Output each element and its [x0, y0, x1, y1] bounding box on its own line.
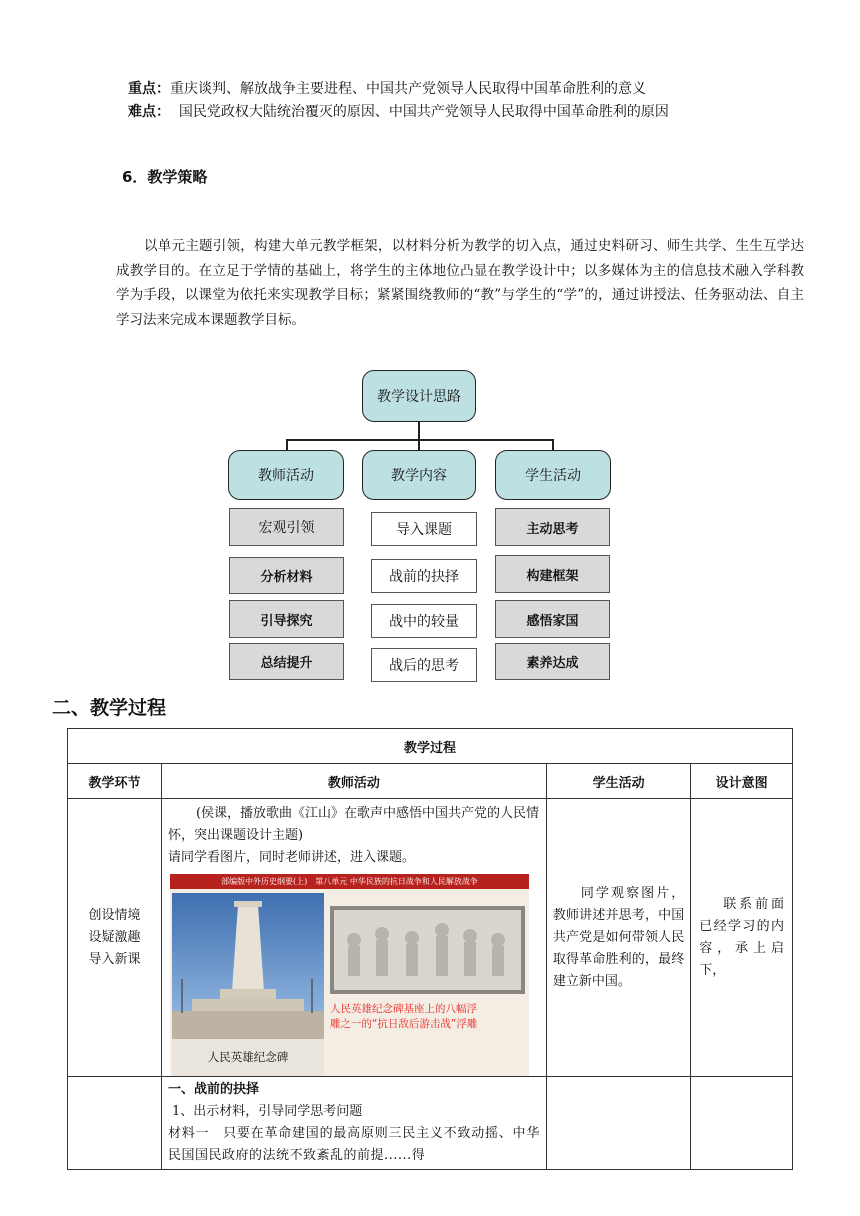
teacher-item: 总结提升 [229, 643, 344, 680]
monument-image [170, 874, 529, 1076]
connector-horizontal [286, 439, 554, 441]
branch-content: 教学内容 [362, 450, 476, 500]
student-activity-cell: 同学观察图片，教师讲述并思考，中国共产党是如何带领人民取得革命胜利的，最终建立新中国。 [552, 885, 685, 989]
teacher-item: 宏观引领 [229, 508, 344, 546]
strategy-paragraph: 以单元主题引领，构建大单元教学框架，以材料分析为教学的切入点，通过史料研习、师生共学、生生互学达成教学目的。在立足于学情的基础上，将学生的主体地位凸显在教学设计中；以多媒体为主的信息技术融入学科教学为手段，以课堂为依托来实现教学目标；紧紧围绕教师的“教”与学生的“学”的，通过讲授法、任务驱动法、自主学习法来完成本课题教学目标。 [116, 238, 804, 328]
branch-student: 学生活动 [495, 450, 611, 500]
relief-photo [330, 906, 525, 994]
design-intent-cell: 联系前面已经学习的内容，承上启下， [699, 896, 784, 978]
diagram-root: 教学设计思路 [362, 370, 476, 422]
teacher-activity-text: 请同学看图片，同时老师讲述，进入课题。 [167, 850, 415, 865]
table-row [68, 799, 793, 1077]
section-heading: 一、战前的抉择 [167, 1082, 259, 1097]
difficulty-label: 难点： [128, 104, 170, 120]
teacher-item: 分析材料 [229, 557, 344, 594]
difficulty-text: 国民党政权大陆统治覆灭的原因、中国共产党领导人民取得中国革命胜利的原因 [178, 104, 669, 120]
student-item: 构建框架 [495, 555, 610, 593]
table-header: 教师活动 [161, 764, 546, 799]
focus-text: 重庆谈判、解放战争主要进程、中国共产党领导人民取得中国革命胜利的意义 [170, 81, 646, 97]
branch-teacher: 教师活动 [228, 450, 344, 500]
teacher-item: 引导探究 [229, 600, 344, 638]
table-header: 教学环节 [68, 764, 162, 799]
connector-root [418, 422, 420, 440]
image-banner: 部编版中外历史纲要(上) 第八单元 中华民族的抗日战争和人民解放战争 [170, 874, 529, 889]
content-item: 战中的较量 [371, 604, 477, 638]
strategy-heading: 6．教学策略 [122, 168, 208, 186]
stage-cell: 创设情境设疑激趣导入新课 [88, 907, 141, 967]
focus-label: 重点： [128, 81, 170, 97]
relief-icon [334, 910, 521, 990]
table-header: 设计意图 [691, 764, 793, 799]
content-item: 战后的思考 [371, 648, 477, 682]
connector-mid [418, 439, 420, 450]
table-row [68, 1077, 793, 1170]
monument-icon [172, 893, 324, 1039]
student-item: 感悟家国 [495, 600, 610, 638]
difficulty-line [128, 101, 669, 121]
image-caption-right [330, 1002, 529, 1032]
student-item: 素养达成 [495, 643, 610, 680]
focus-line [128, 78, 646, 98]
content-item: 导入课题 [371, 512, 477, 546]
teaching-process-table [67, 728, 793, 1170]
monument-photo [172, 893, 324, 1039]
image-caption-right-line: 雕之一的“抗日敌后游击战”浮雕 [329, 1018, 478, 1030]
connector-left [286, 439, 288, 450]
teacher-activity-text: (侯课，播放歌曲《江山》在歌声中感悟中国共产党的人民情怀，突出课题设计主题) [167, 806, 540, 843]
image-caption-right-line: 人民英雄纪念碑基座上的八幅浮 [329, 1003, 477, 1015]
image-caption-left: 人民英雄纪念碑 [172, 1039, 324, 1076]
section-title: 二、教学过程 [52, 697, 167, 719]
connector-right [552, 439, 554, 450]
material-text: 材料一 只要在革命建国的最高原则三民主义不致动摇、中华民国国民政府的法统不致紊乱的前提......得 [167, 1126, 540, 1163]
task-item: 1、出示材料，引导同学思考问题 [171, 1104, 363, 1119]
student-item: 主动思考 [495, 508, 610, 546]
table-title: 教学过程 [68, 729, 793, 764]
table-header: 学生活动 [546, 764, 690, 799]
content-item: 战前的抉择 [371, 559, 477, 593]
